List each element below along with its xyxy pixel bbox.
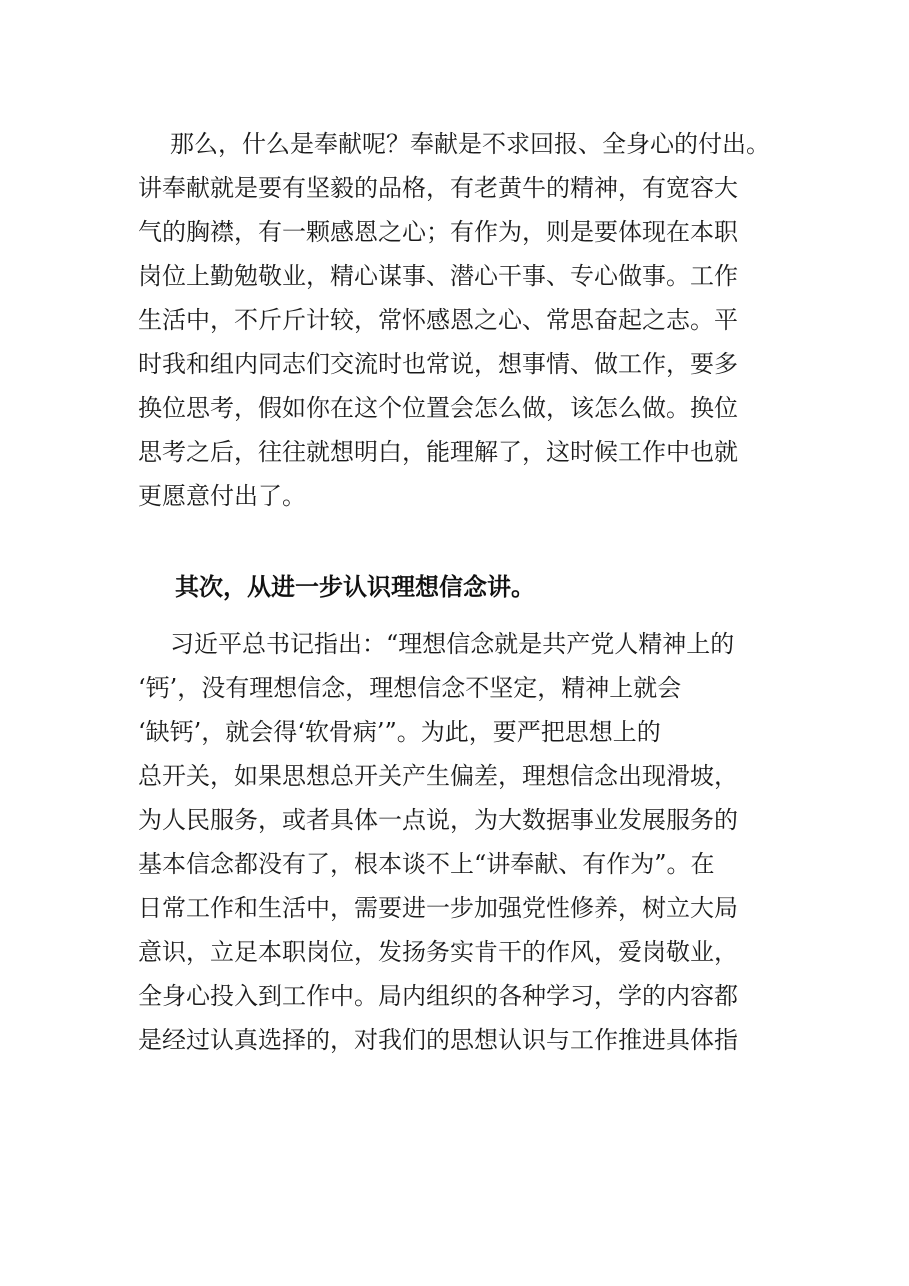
text-line: 岗位上勤勉敬业，精心谋事、潜心干事、专心做事。工作 [138,262,738,290]
text-line: 全身心投入到工作中。局内组织的各种学习，学的内容都 [138,982,738,1010]
text-line: 意识，立足本职岗位，发扬务实肯干的作风，爱岗敬业， [138,938,738,966]
text-line: 习近平总书记指出：“理想信念就是共产党人精神上的 [170,630,735,658]
text-line: 时我和组内同志们交流时也常说，想事情、做工作，要多 [138,350,738,378]
text-line: 气的胸襟，有一颗感恩之心；有作为，则是要体现在本职 [138,218,738,246]
text-line: 日常工作和生活中，需要进一步加强党性修养，树立大局 [138,894,738,922]
text-line: 更愿意付出了。 [138,482,306,510]
text-line: 换位思考，假如你在这个位置会怎么做，该怎么做。换位 [138,394,738,422]
paragraph-ideals-beliefs [138,622,778,1062]
text-line: 基本信念都没有了，根本谈不上“讲奉献、有作为”。在 [138,850,715,878]
text-line: 是经过认真选择的，对我们的思想认识与工作推进具体指 [138,1026,738,1054]
text-line: 那么，什么是奉献呢？奉献是不求回报、全身心的付出。 [170,130,770,158]
text-line: 思考之后，往往就想明白，能理解了，这时候工作中也就 [138,438,738,466]
text-line: ‘钙’，没有理想信念，理想信念不坚定，精神上就会 [138,674,682,702]
paragraph-dedication [138,122,778,518]
text-line: 为人民服务，或者具体一点说，为大数据事业发展服务的 [138,806,738,834]
text-line: 讲奉献就是要有坚毅的品格，有老黄牛的精神，有宽容大 [138,174,738,202]
text-line: 生活中，不斤斤计较，常怀感恩之心、常思奋起之志。平 [138,306,738,334]
text-line: ‘缺钙’，就会得‘软骨病’”。为此，要严把思想上的 [138,718,661,746]
section-heading: 其次，从进一步认识理想信念讲。 [175,572,535,601]
text-line: 总开关，如果思想总开关产生偏差，理想信念出现滑坡， [138,762,738,790]
